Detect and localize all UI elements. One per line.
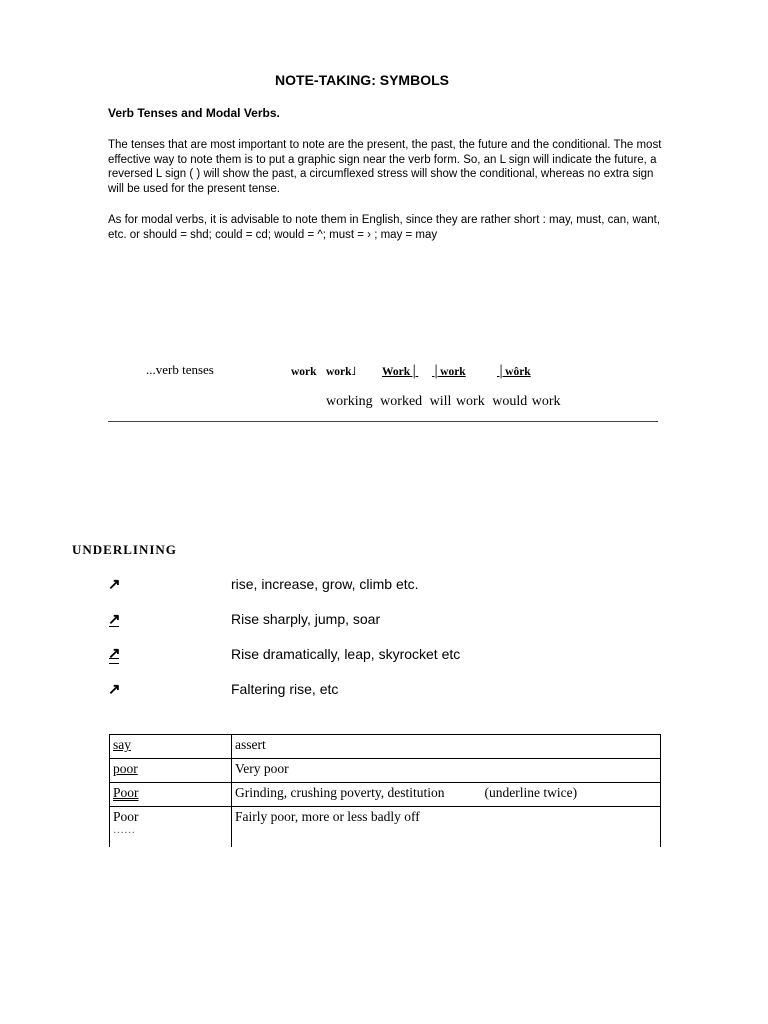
- verb-form-past: worked: [380, 394, 423, 409]
- meaning-note: (underline twice): [484, 785, 578, 800]
- paragraph-modals: As for modal verbs, it is advisable to note them in English, since they are rather short : may, must, can, want, etc. or should = shd; could = cd; would = ^; must = › ; may = may: [108, 214, 661, 241]
- underlining-heading: UNDERLINING: [72, 542, 177, 557]
- table-cell-word: [110, 783, 232, 807]
- table-row: [110, 759, 661, 783]
- verb-symbol-present: work: [291, 366, 317, 378]
- verb-symbol-future-alt: │work: [432, 366, 466, 378]
- table-row: [110, 807, 661, 848]
- table-cell-word: [110, 759, 232, 783]
- dotted-marker: ……: [113, 824, 135, 836]
- north-east-arrow-icon: ↗: [108, 611, 121, 628]
- verb-symbol-future: Work│: [382, 366, 419, 378]
- section-subheading: Verb Tenses and Modal Verbs.: [108, 106, 280, 120]
- meaning-text: assert: [235, 737, 266, 752]
- north-east-arrow-icon: ↗: [108, 576, 121, 593]
- table-cell-word: [110, 735, 232, 759]
- underline-row-text: Rise dramatically, leap, skyrocket etc: [231, 646, 461, 662]
- north-east-arrow-icon: ↗: [108, 645, 121, 662]
- meaning-text: Fairly poor, more or less badly off: [235, 809, 420, 824]
- verb-symbol-past: work˩: [326, 366, 356, 378]
- underline-table: [109, 734, 661, 847]
- underline-row-text: Faltering rise, etc: [231, 681, 339, 697]
- underline-row-text: Rise sharply, jump, soar: [231, 611, 381, 627]
- meaning-text: Grinding, crushing poverty, destitution: [235, 785, 445, 800]
- paragraph-tenses: The tenses that are most important to note are the present, the past, the future and the conditional. The most effective way to note them is to put a graphic sign near the verb form. So, an L sign will indicate the future, a reversed L sign ( ) will show the past, a circumflexed stress will show the conditional, whereas no extra sign will be used for the present tense.: [108, 139, 662, 195]
- table-row: [110, 783, 661, 807]
- underline-row-text: rise, increase, grow, climb etc.: [231, 576, 419, 592]
- word-double-underline: Poor: [113, 785, 139, 800]
- word-plain: Poor: [113, 809, 139, 824]
- verb-form-conditional: would work: [492, 394, 561, 409]
- table-cell-word: [110, 807, 232, 848]
- north-east-arrow-icon: ↗: [108, 681, 121, 698]
- page-title: NOTE-TAKING: SYMBOLS: [275, 72, 449, 88]
- table-cell-meaning: [232, 759, 661, 783]
- verb-forms-row: [326, 394, 564, 410]
- verb-symbol-conditional: │wôrk: [497, 366, 531, 378]
- table-cell-meaning: [232, 783, 661, 807]
- table-row: [110, 735, 661, 759]
- horizontal-rule: [108, 421, 658, 422]
- verb-form-future: will work: [429, 394, 485, 409]
- table-cell-meaning: [232, 735, 661, 759]
- verb-form-present: working: [326, 394, 373, 409]
- table-cell-meaning: [232, 807, 661, 848]
- meaning-text: Very poor: [235, 761, 289, 776]
- word-single-underline: poor: [113, 761, 138, 776]
- word-single-underline: say: [113, 737, 131, 752]
- verb-tenses-label: ...verb tenses: [146, 362, 214, 377]
